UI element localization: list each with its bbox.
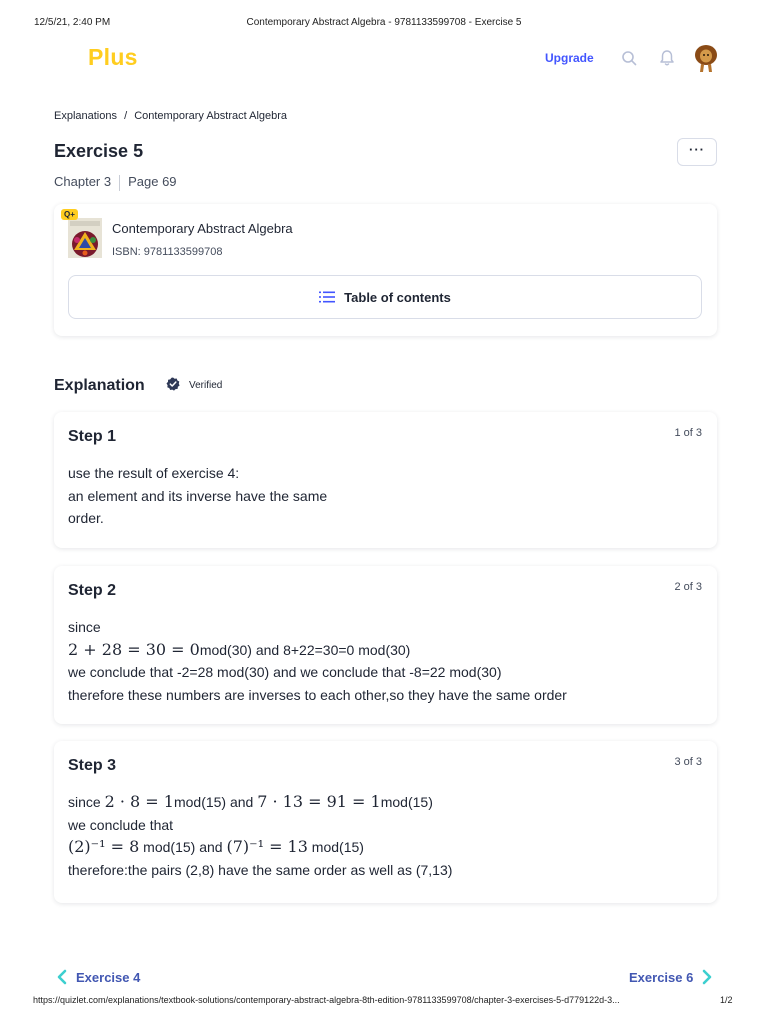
math-expression: 2 + 28 = 30 = 0	[68, 639, 200, 659]
book-title[interactable]: Contemporary Abstract Algebra	[112, 221, 293, 236]
math-expression: 2 · 8 = 1	[104, 792, 174, 811]
upgrade-link[interactable]: Upgrade	[545, 51, 594, 65]
exercise-meta	[54, 174, 177, 191]
print-footer-url: https://quizlet.com/explanations/textbook-solutions/contemporary-abstract-algebra-8th-edition-9781133599708/chapter-3-exercises-5-d779122d-3...	[33, 995, 620, 1005]
breadcrumb	[54, 110, 291, 122]
step-line: an element and its inverse have the same	[68, 487, 328, 504]
breadcrumb-book[interactable]: Contemporary Abstract Algebra	[134, 110, 288, 122]
user-avatar[interactable]	[693, 43, 719, 73]
step-line: use the result of exercise 4:	[68, 465, 240, 481]
step-line: since	[68, 619, 101, 635]
math-expression: 7 · 13 = 91 = 1	[257, 792, 381, 811]
verified-badge-icon	[166, 377, 180, 391]
book-isbn: ISBN: 9781133599708	[112, 246, 223, 258]
more-options-button[interactable]: ···	[677, 138, 717, 166]
step-text: mod(15)	[307, 839, 364, 855]
step-count: 2 of 3	[674, 581, 702, 593]
step-text: since	[68, 794, 105, 810]
chevron-right-icon	[701, 969, 713, 985]
page-label: Page 69	[128, 174, 177, 189]
step-line	[68, 639, 567, 662]
table-of-contents-button[interactable]	[68, 275, 702, 319]
step-text: mod(15)	[380, 794, 433, 810]
step-card-3	[54, 741, 717, 903]
plus-logo[interactable]: Plus	[88, 44, 138, 70]
step-body	[68, 616, 567, 706]
meta-divider	[119, 175, 120, 191]
top-navigation	[0, 40, 768, 80]
print-footer-page: 1/2	[720, 995, 733, 1005]
breadcrumb-separator: /	[124, 110, 128, 122]
previous-exercise-label: Exercise 4	[76, 969, 141, 985]
explanation-heading: Explanation	[54, 377, 145, 394]
math-expression: (2)⁻¹ = 8	[68, 837, 140, 856]
step-line: we conclude that	[68, 816, 174, 833]
step-text: mod(15) and	[139, 839, 227, 855]
step-line: therefore:the pairs (2,8) have the same order as well as (7,13)	[68, 861, 453, 878]
book-card	[54, 204, 717, 336]
previous-exercise-link[interactable]	[56, 969, 140, 985]
print-header	[0, 17, 768, 31]
step-line: therefore these numbers are inverses to each other,so they have the same order	[68, 686, 567, 703]
breadcrumb-explanations[interactable]: Explanations	[54, 110, 117, 122]
step-title: Step 1	[68, 428, 117, 445]
table-of-contents-label: Table of contents	[344, 289, 451, 305]
step-body	[68, 791, 452, 881]
step-title: Step 3	[68, 757, 117, 774]
step-text: mod(15) and	[173, 794, 258, 810]
step-line	[68, 791, 452, 814]
step-count: 3 of 3	[674, 756, 702, 768]
step-card-1	[54, 412, 717, 548]
print-title: Contemporary Abstract Algebra - 9781133599708 - Exercise 5	[246, 17, 522, 28]
step-count: 1 of 3	[674, 427, 702, 439]
chapter-label: Chapter 3	[54, 174, 112, 189]
bell-icon[interactable]	[659, 49, 675, 67]
step-text: mod(30) and 8+22=30=0 mod(30)	[199, 641, 411, 658]
quizlet-plus-badge: Q+	[61, 209, 78, 220]
book-cover-image[interactable]	[68, 218, 102, 258]
step-card-2	[54, 566, 717, 724]
next-exercise-link[interactable]	[629, 969, 713, 985]
next-exercise-label: Exercise 6	[629, 969, 694, 985]
step-line	[68, 836, 452, 859]
step-body	[68, 462, 327, 530]
step-line: we conclude that -2=28 mod(30) and we conclude that -8=22 mod(30)	[68, 664, 502, 680]
print-datetime: 12/5/21, 2:40 PM	[34, 17, 111, 28]
math-expression: (7)⁻¹ = 13	[226, 837, 308, 856]
search-icon[interactable]	[621, 50, 637, 66]
list-icon	[319, 291, 335, 303]
chevron-left-icon	[56, 969, 68, 985]
verified-label: Verified	[189, 380, 223, 391]
page-title: Exercise 5	[54, 141, 144, 161]
step-line: order.	[68, 510, 104, 526]
step-title: Step 2	[68, 582, 117, 599]
